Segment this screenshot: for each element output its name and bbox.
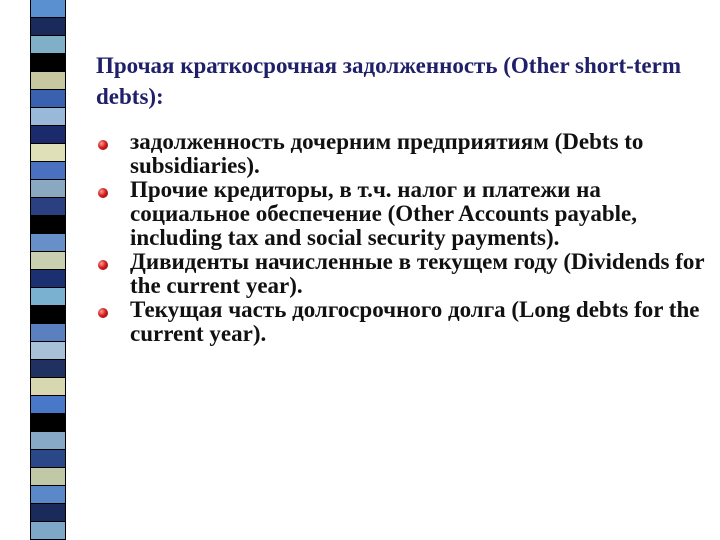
stripe-segment: [31, 198, 65, 216]
stripe-segment: [31, 144, 65, 162]
stripe-segment: [31, 432, 65, 450]
stripe-segment: [31, 360, 65, 378]
stripe-segment: [31, 108, 65, 126]
stripe-segment: [31, 306, 65, 324]
bullet-text: Прочие кредиторы, в т.ч. налог и платежи на социальное обеспечение (Other Accounts payable, including tax and social security payments).: [130, 177, 637, 250]
stripe-segment: [31, 54, 65, 72]
stripe-segment: [31, 468, 65, 486]
bullet-text: задолженность дочерним предприятиям (Debts to subsidiaries).: [130, 129, 644, 178]
stripe-segment: [31, 72, 65, 90]
bullet-text: Текущая часть долгосрочного долга (Long debts for the current year).: [130, 297, 700, 346]
bullet-item: [96, 298, 716, 346]
stripe-segment: [31, 180, 65, 198]
stripe-segment: [31, 486, 65, 504]
stripe-segment: [31, 234, 65, 252]
stripe-segment: [31, 504, 65, 522]
bullet-item: [96, 178, 716, 250]
stripe-segment: [31, 324, 65, 342]
stripe-segment: [31, 288, 65, 306]
stripe-segment: [31, 90, 65, 108]
red-sphere-icon: [98, 188, 108, 198]
stripe-segment: [31, 126, 65, 144]
stripe-segment: [31, 18, 65, 36]
stripe-segment: [31, 450, 65, 468]
stripe-segment: [31, 270, 65, 288]
stripe-segment: [31, 216, 65, 234]
stripe-segment: [31, 414, 65, 432]
stripe-segment: [31, 252, 65, 270]
decorative-stripe-bar: [30, 0, 66, 540]
stripe-segment: [31, 342, 65, 360]
stripe-segment: [31, 378, 65, 396]
slide-title: Прочая краткосрочная задолженность (Other short-term debts):: [96, 53, 682, 109]
stripe-segment: [31, 522, 65, 540]
stripe-segment: [31, 162, 65, 180]
red-sphere-icon: [98, 308, 108, 318]
bullet-text: Дивиденты начисленные в текущем году (Dividends for the current year).: [130, 249, 705, 298]
bullet-list: [96, 130, 716, 346]
stripe-segment: [31, 0, 65, 18]
stripe-segment: [31, 396, 65, 414]
red-sphere-icon: [98, 260, 108, 270]
bullet-item: [96, 130, 716, 178]
red-sphere-icon: [98, 140, 108, 150]
stripe-segment: [31, 36, 65, 54]
bullet-item: [96, 250, 716, 298]
